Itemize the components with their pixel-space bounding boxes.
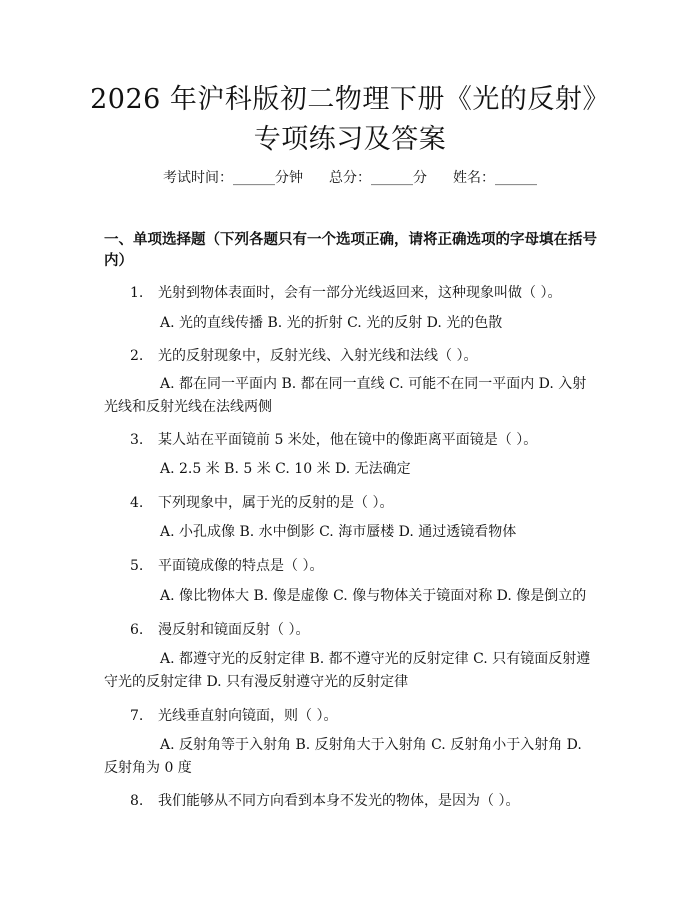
question-text: 光射到物体表面时，会有一部分光线返回来，这种现象叫做（ ）。: [158, 285, 562, 301]
question-3-options: A. 2.5 米 B. 5 米 C. 10 米 D. 无法确定: [160, 461, 411, 477]
question-7-options: A. 反射角等于入射角 B. 反射角大于入射角 C. 反射角小于入射角 D. 反射角为 0 度: [104, 737, 582, 776]
question-text: 光线垂直射向镜面，则（ ）。: [158, 708, 338, 724]
question-number: 5.: [130, 558, 144, 574]
question-number: 6.: [130, 622, 144, 638]
question-text: 漫反射和镜面反射（ ）。: [158, 622, 310, 638]
question-number: 4.: [130, 495, 144, 511]
question-5: [130, 555, 323, 575]
question-1: [130, 282, 561, 302]
question-text: 光的反射现象中，反射光线、入射光线和法线（ ）。: [158, 348, 478, 364]
section-heading: 一、单项选择题（下列各题只有一个选项正确，请将正确选项的字母填在括号内）: [104, 231, 597, 269]
question-4: [130, 492, 393, 512]
question-5-options: A. 像比物体大 B. 像是虚像 C. 像与物体关于镜面对称 D. 像是倒立的: [160, 588, 587, 604]
question-number: 3.: [130, 432, 144, 448]
question-text: 下列现象中，属于光的反射的是（ ）。: [158, 495, 394, 511]
question-3: [130, 429, 537, 449]
question-number: 8.: [130, 793, 144, 809]
total-score-label: 总分：______分: [329, 170, 427, 186]
question-6: [130, 619, 309, 639]
question-8: [130, 790, 519, 810]
exam-info-line: [0, 167, 700, 187]
question-text: 平面镜成像的特点是（ ）。: [158, 558, 324, 574]
question-6-options: A. 都遵守光的反射定律 B. 都不遵守光的反射定律 C. 只有镜面反射遵守光的反射定律 D. 只有漫反射遵守光的反射定律: [104, 651, 591, 690]
question-1-options: A. 光的直线传播 B. 光的折射 C. 光的反射 D. 光的色散: [160, 315, 503, 331]
question-text: 我们能够从不同方向看到本身不发光的物体，是因为（ ）。: [158, 793, 520, 809]
question-2-options: A. 都在同一平面内 B. 都在同一直线 C. 可能不在同一平面内 D. 入射光线和反射光线在法线两侧: [104, 376, 587, 415]
question-2: [130, 345, 477, 365]
name-label: 姓名：______: [453, 170, 537, 186]
question-text: 某人站在平面镜前 5 米处，他在镜中的像距离平面镜是（ ）。: [158, 432, 538, 448]
question-number: 1.: [130, 285, 144, 301]
question-4-options: A. 小孔成像 B. 水中倒影 C. 海市蜃楼 D. 通过透镜看物体: [160, 524, 517, 540]
question-number: 2.: [130, 348, 144, 364]
exam-time-label: 考试时间：______分钟: [163, 170, 303, 186]
document-title: 2026 年沪科版初二物理下册《光的反射》专项练习及答案: [90, 84, 610, 155]
question-number: 7.: [130, 708, 144, 724]
question-7: [130, 705, 337, 725]
